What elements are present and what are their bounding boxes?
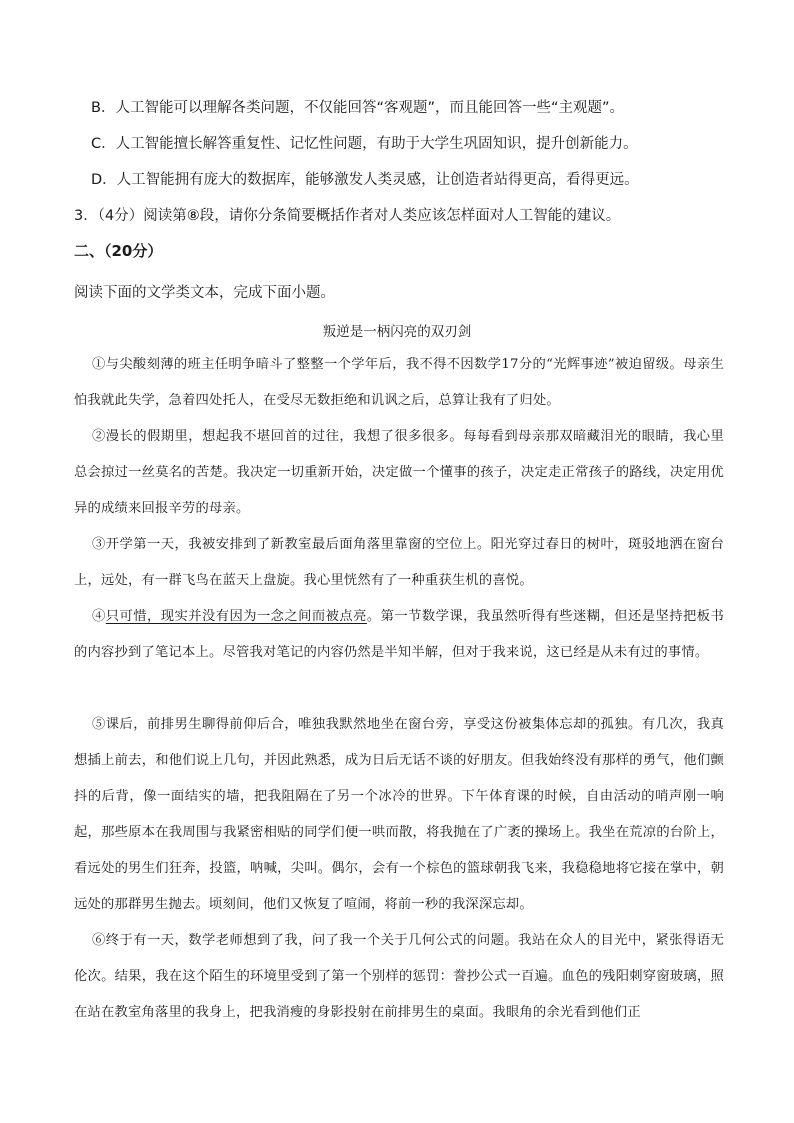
option-c: C．人工智能擅长解答重复性、记忆性问题，有助于大学生巩固知识，提升创新能力。 (91, 136, 638, 152)
question-3: 3．（4分）阅读第⑧段，请你分条简要概括作者对人类应该怎样面对人工智能的建议。 (74, 208, 621, 224)
section-heading: 二、（20分） (74, 242, 163, 260)
paragraph-4 (74, 599, 724, 671)
paragraph-3: ③开学第一天，我被安排到了新教室最后面角落里靠窗的空位上。阳光穿过春日的树叶，斑驳地洒在窗台上，远处，有一群飞鸟在蓝天上盘旋。我心里恍然有了一种重获生机的喜悦。 (74, 537, 724, 588)
option-d: D．人工智能拥有庞大的数据库，能够激发人类灵感，让创造者站得更高，看得更远。 (91, 172, 639, 188)
paragraph-1: ①与尖酸刻薄的班主任明争暗斗了整整一个学年后，我不得不因数学17分的“光辉事迹”被迫留级。母亲生怕我就此失学，急着四处托人，在受尽无数拒绝和讥讽之后，总算让我有了归处。 (74, 357, 724, 408)
paragraph-6: ⑥终于有一天，数学老师想到了我，问了我一个关于几何公式的问题。我站在众人的目光中，紧张得语无伦次。结果，我在这个陌生的环境里受到了第一个别样的惩罚：誊抄公式一百遍。血色的残阳刺穿窗玻璃，照在站在教室角落里的我身上，把我消瘦的身影投射在前排男生的桌面。我眼角的余光看到他们正 (74, 933, 724, 1020)
article-title: 叛逆是一柄闪亮的双刃剑 (322, 324, 472, 340)
paragraph-4-number: ④ (92, 609, 106, 624)
paragraph-4-rest: 。第一节数学课，我虽然听得有些迷糊，但还是坚持把板书的内容抄到了笔记本上。尽管我对笔记的内容仍然是半知半解，但对于我来说，这已经是从未有过的事情。 (74, 609, 724, 660)
paragraph-4-underlined-sentence: 只可惜，现实并没有因为一念之间而被点亮 (105, 609, 367, 624)
option-b: B．人工智能可以理解各类问题，不仅能回答“客观题”，而且能回答一些“主观题”。 (91, 100, 624, 116)
paragraph-5: ⑤课后，前排男生聊得前仰后合，唯独我默然地坐在窗台旁，享受这份被集体忘却的孤独。有几次，我真想插上前去，和他们说上几句，并因此熟悉，成为日后无话不谈的好朋友。但我始终没有那样的勇气，他们颤抖的后背，像一面结实的墙，把我阻隔在了另一个冰冷的世界。下午体育课的时候，自由活动的哨声刚一响起，那些原本在我周围与我紧密相贴的同学们便一哄而散，将我抛在了广袤的操场上。我坐在荒凉的台阶上，看远处的男生们狂奔，投篮，呐喊，尖叫。偶尔，会有一个棕色的篮球朝我飞来，我稳稳地将它接在掌中，朝远处的那群男生抛去。顷刻间，他们又恢复了喧闹，将前一秒的我深深忘却。 (74, 717, 724, 912)
paragraph-2: ②漫长的假期里，想起我不堪回首的过往，我想了很多很多。每每看到母亲那双暗藏泪光的眼睛，我心里总会掠过一丝莫名的苦楚。我决定一切重新开始，决定做一个懂事的孩子，决定走正常孩子的路线，决定用优异的成绩来回报辛劳的母亲。 (74, 429, 724, 516)
section-instruction: 阅读下面的文学类文本，完成下面小题。 (74, 285, 335, 301)
